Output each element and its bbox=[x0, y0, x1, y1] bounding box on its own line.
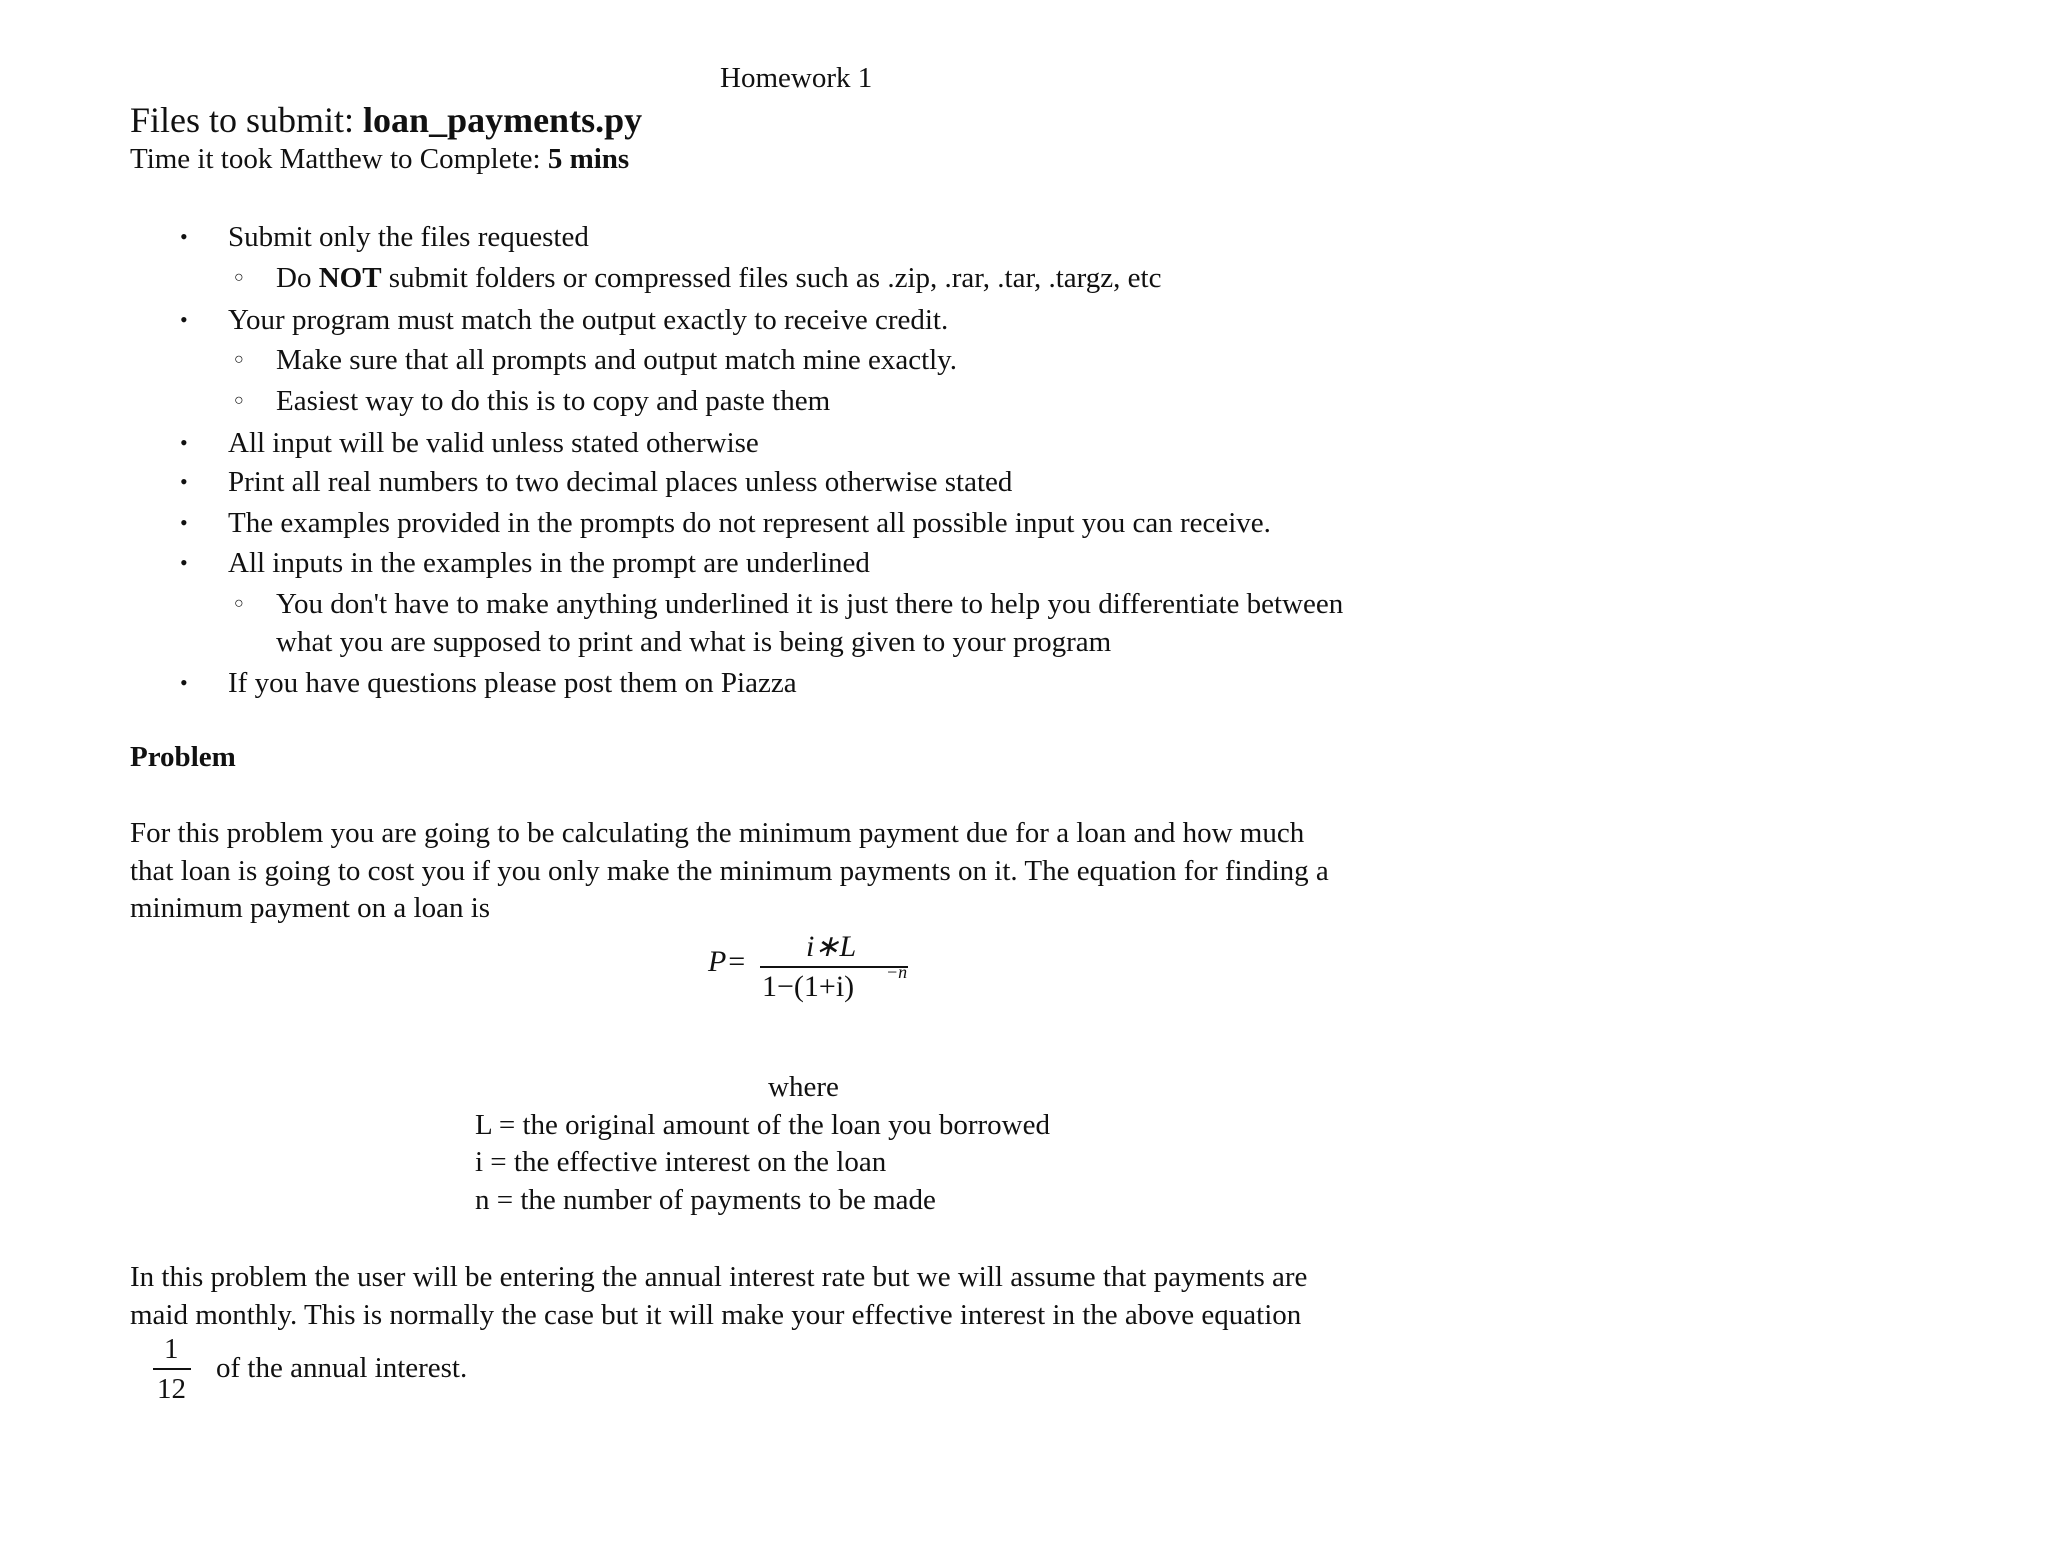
bullet-icon: • bbox=[180, 550, 188, 575]
definition-n: n = the number of payments to be made bbox=[475, 1184, 936, 1216]
rule-subitem bbox=[276, 260, 1161, 296]
fraction-denominator: 12 bbox=[157, 1373, 186, 1405]
bullet-icon: • bbox=[180, 430, 188, 455]
rule-subitem: Easiest way to do this is to copy and paste them bbox=[276, 385, 831, 417]
bullet-icon: • bbox=[180, 469, 188, 494]
formula-exponent: −n bbox=[886, 962, 908, 982]
rule-subitem: You don't have to make anything underlined it is just there to help you differentiate between bbox=[276, 588, 1344, 620]
files-label: Files to submit: bbox=[130, 100, 364, 140]
circle-bullet-icon: ○ bbox=[234, 351, 244, 368]
paragraph-line: For this problem you are going to be calculating the minimum payment due for a loan and how much bbox=[130, 817, 1305, 849]
paragraph-line: maid monthly. This is normally the case but it will make your effective interest in the above equation bbox=[130, 1299, 1302, 1331]
rule-item: If you have questions please post them on Piazza bbox=[228, 667, 797, 699]
problem-heading: Problem bbox=[130, 741, 236, 773]
text: submit folders or compressed files such as .zip, .rar, .tar, .targz, etc bbox=[381, 262, 1162, 294]
paragraph-line: In this problem the user will be entering the annual interest rate but we will assume that payments are bbox=[130, 1261, 1308, 1293]
circle-bullet-icon: ○ bbox=[234, 269, 244, 286]
rule-item: The examples provided in the prompts do not represent all possible input you can receive. bbox=[228, 507, 1271, 539]
rule-subitem: Make sure that all prompts and output match mine exactly. bbox=[276, 344, 958, 376]
bullet-icon: • bbox=[180, 670, 188, 695]
rule-item: All inputs in the examples in the prompt are underlined bbox=[228, 547, 870, 579]
paragraph-line: minimum payment on a loan is bbox=[130, 892, 491, 924]
text: Do bbox=[276, 262, 319, 294]
fraction-numerator: 1 bbox=[164, 1333, 179, 1365]
page-title: Homework 1 bbox=[720, 62, 873, 94]
files-to-submit bbox=[130, 100, 642, 140]
where-label: where bbox=[768, 1071, 839, 1103]
time-to-complete bbox=[130, 141, 629, 177]
definition-L: L = the original amount of the loan you borrowed bbox=[475, 1109, 1051, 1141]
paragraph-line: that loan is going to cost you if you only make the minimum payments on it. The equation for finding a bbox=[130, 855, 1329, 887]
file-name: loan_payments.py bbox=[363, 100, 643, 140]
time-label: Time it took Matthew to Complete: bbox=[130, 143, 548, 175]
formula-numerator: i∗L bbox=[806, 930, 857, 963]
time-value: 5 mins bbox=[547, 143, 630, 175]
rule-item: Your program must match the output exactly to receive credit. bbox=[228, 304, 949, 336]
bullet-icon: • bbox=[180, 307, 188, 332]
rule-item: Print all real numbers to two decimal places unless otherwise stated bbox=[228, 466, 1013, 498]
definition-i: i = the effective interest on the loan bbox=[475, 1146, 887, 1178]
bullet-icon: • bbox=[180, 224, 188, 249]
circle-bullet-icon: ○ bbox=[234, 392, 244, 409]
rule-subitem-continued: what you are supposed to print and what is being given to your program bbox=[276, 626, 1112, 658]
formula-denominator: 1−(1+i) bbox=[762, 970, 855, 1003]
emphasis: NOT bbox=[318, 262, 382, 294]
paragraph-line: of the annual interest. bbox=[216, 1352, 468, 1384]
rule-item: All input will be valid unless stated otherwise bbox=[228, 427, 759, 459]
circle-bullet-icon: ○ bbox=[234, 595, 244, 612]
fraction-bar bbox=[153, 1368, 191, 1370]
formula-lhs: P= bbox=[708, 945, 747, 978]
rule-item: Submit only the files requested bbox=[228, 221, 589, 253]
bullet-icon: • bbox=[180, 510, 188, 535]
